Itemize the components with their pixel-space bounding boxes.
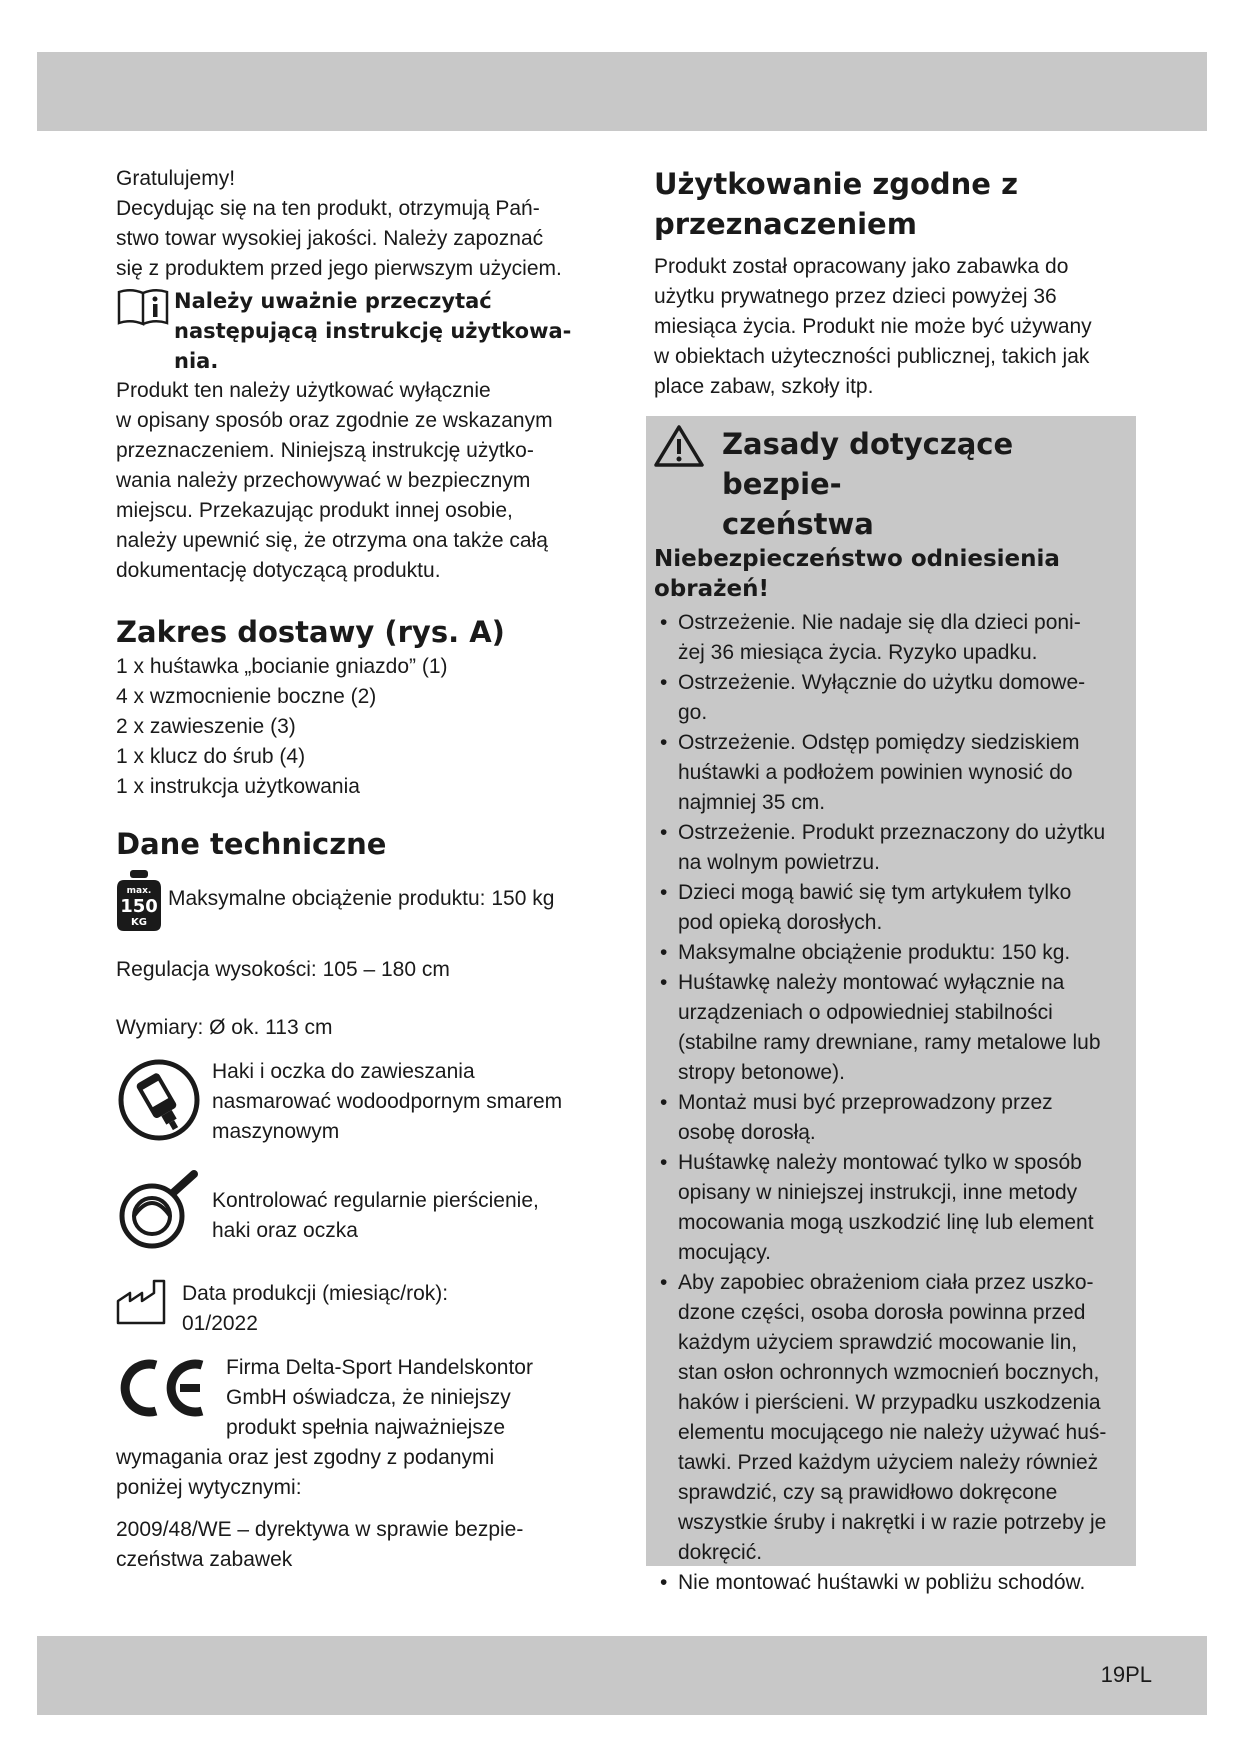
grease-text: Haki i oczka do zawieszania nasmarować wodoodpornym smarem maszynowym — [212, 1060, 563, 1143]
max-load-text: Maksymalne obciążenie produktu: 150 kg — [168, 887, 555, 910]
delivery-list — [116, 652, 606, 802]
read-instructions-note — [116, 286, 606, 376]
safety-item: • Maksymalne obciążenie produktu: 150 kg. — [654, 938, 1132, 968]
directive: 2009/48/WE – dyrektywa w sprawie bezpie- czeństwa zabawek — [116, 1518, 524, 1571]
delivery-item: 1 x instrukcja użytkowania — [116, 775, 360, 798]
ce-declaration-continued: wymagania oraz jest zgodny z podanymi poniżej wytycznymi: — [116, 1446, 495, 1499]
ce-row — [116, 1353, 606, 1443]
ce-declaration: Firma Delta-Sport Handelskontor GmbH oświadcza, że niniejszy produkt spełnia najważniejsze — [226, 1356, 533, 1439]
grease-tube-icon — [116, 1057, 208, 1148]
page-number: 19PL — [1100, 1662, 1152, 1687]
safety-item: • Montaż musi być przeprowadzony przez osobę dorosłą. — [654, 1088, 1132, 1148]
weight-icon — [116, 868, 164, 937]
svg-text:max.: max. — [126, 886, 152, 896]
production-date-text: Data produkcji (miesiąc/rok): 01/2022 — [182, 1282, 449, 1335]
delivery-item: 1 x huśtawka „bocianie gniazdo” (1) — [116, 655, 448, 678]
safety-item: • Aby zapobiec obrażeniom ciała przez uszko- dzone części, osoba dorosła powinna przed każdym użyciem sprawdzić mocowanie lin, stan osłon ochronnych wzmocnień bocznych, haków i pierścieni. W przypadku uszkodzenia elementu mocującego nie należy używać huś- tawki. Przed każdym użyciem należy również sprawdzić, czy są prawidłowo dokręcone wszystkie śruby i nakrętki i w razie potrzeby je dokręcić. — [654, 1268, 1132, 1568]
note-text: Należy uważnie przeczytać następującą instrukcję użytkowa- nia. — [174, 289, 572, 373]
usage-paragraph: Produkt ten należy użytkować wyłącznie w opisany sposób oraz zgodnie ze wskazanym przeznaczeniem. Niniejszą instrukcję użytko- wania należy przechowywać w bezpiecznym miejscu. Przekazując produkt innej osobie, należy upewnić się, że otrzyma ona także całą dokumentację dotyczącą produktu. — [116, 379, 553, 582]
greeting: Gratulujemy! — [116, 167, 236, 190]
delivery-heading: Zakres dostawy (rys. A) — [116, 615, 505, 649]
intro-paragraph: Decydując się na ten produkt, otrzymują Pań- stwo towar wysokiej jakości. Należy zapoznać się z produktem przed jego pierwszym użyciem. — [116, 197, 562, 280]
footer-band — [37, 1636, 1207, 1715]
ring-check-icon — [116, 1170, 208, 1255]
safety-item: • Ostrzeżenie. Nie nadaje się dla dzieci poni- żej 36 miesiąca życia. Ryzyko upadku. — [654, 608, 1132, 668]
safety-item: • Ostrzeżenie. Odstęp pomiędzy siedziskiem huśtawki a podłożem powinien wynosić do najmniej 35 cm. — [654, 728, 1132, 818]
svg-text:KG: KG — [131, 917, 147, 928]
left-column — [116, 164, 606, 1575]
delivery-item: 2 x zawieszenie (3) — [116, 715, 296, 738]
warning-icon — [654, 424, 722, 473]
safety-section — [646, 416, 1136, 1594]
header-band — [37, 52, 1207, 131]
delivery-item: 4 x wzmocnienie boczne (2) — [116, 685, 377, 708]
safety-heading: Zasady dotyczące bezpie- czeństwa — [722, 427, 1014, 541]
safety-item: • Ostrzeżenie. Wyłącznie do użytku domowe- go. — [654, 668, 1132, 728]
safety-title-row — [654, 424, 1132, 544]
safety-item: • Dzieci mogą bawić się tym artykułem tylko pod opieką dorosłych. — [654, 878, 1132, 938]
grease-row — [116, 1057, 606, 1148]
factory-icon — [116, 1279, 178, 1330]
ce-mark-icon — [116, 1353, 222, 1428]
technical-heading: Dane techniczne — [116, 827, 387, 861]
production-date-row — [116, 1279, 606, 1339]
intended-use-text: Produkt został opracowany jako zabawka do użytku prywatnego przez dzieci powyżej 36 miesiąca życia. Produkt nie może być używany w obiektach użyteczności publicznej, takich jak place zabaw, szkoły itp. — [654, 255, 1092, 398]
safety-item: • Huśtawkę należy montować tylko w sposób opisany w niniejszej instrukcji, inne metody mocowania mogą uszkodzić linę lub element mocujący. — [654, 1148, 1132, 1268]
dimensions: Wymiary: Ø ok. 113 cm — [116, 1016, 333, 1039]
safety-item: • Huśtawkę należy montować wyłącznie na urządzeniach o odpowiedniej stabilności (stabilne ramy drewniane, ramy metalowe lub stropy betonowe). — [654, 968, 1132, 1088]
right-column — [654, 164, 1134, 402]
delivery-item: 1 x klucz do śrub (4) — [116, 745, 306, 768]
check-text: Kontrolować regularnie pierścienie, haki oraz oczka — [212, 1189, 539, 1242]
safety-subheading: Niebezpieczeństwo odniesienia obrażeń! — [654, 546, 1060, 602]
height-adjustment: Regulacja wysokości: 105 – 180 cm — [116, 958, 450, 981]
intended-use-heading: Użytkowanie zgodne z przeznaczeniem — [654, 167, 1018, 241]
svg-text:150: 150 — [120, 896, 158, 917]
safety-item: • Nie montować huśtawki w pobliżu schodów. — [654, 1568, 1132, 1598]
safety-item: • Ostrzeżenie. Produkt przeznaczony do użytku na wolnym powietrzu. — [654, 818, 1132, 878]
book-info-icon — [116, 286, 174, 331]
max-load-row — [116, 868, 606, 937]
safety-list — [654, 608, 1132, 1598]
check-rings-row — [116, 1170, 606, 1255]
